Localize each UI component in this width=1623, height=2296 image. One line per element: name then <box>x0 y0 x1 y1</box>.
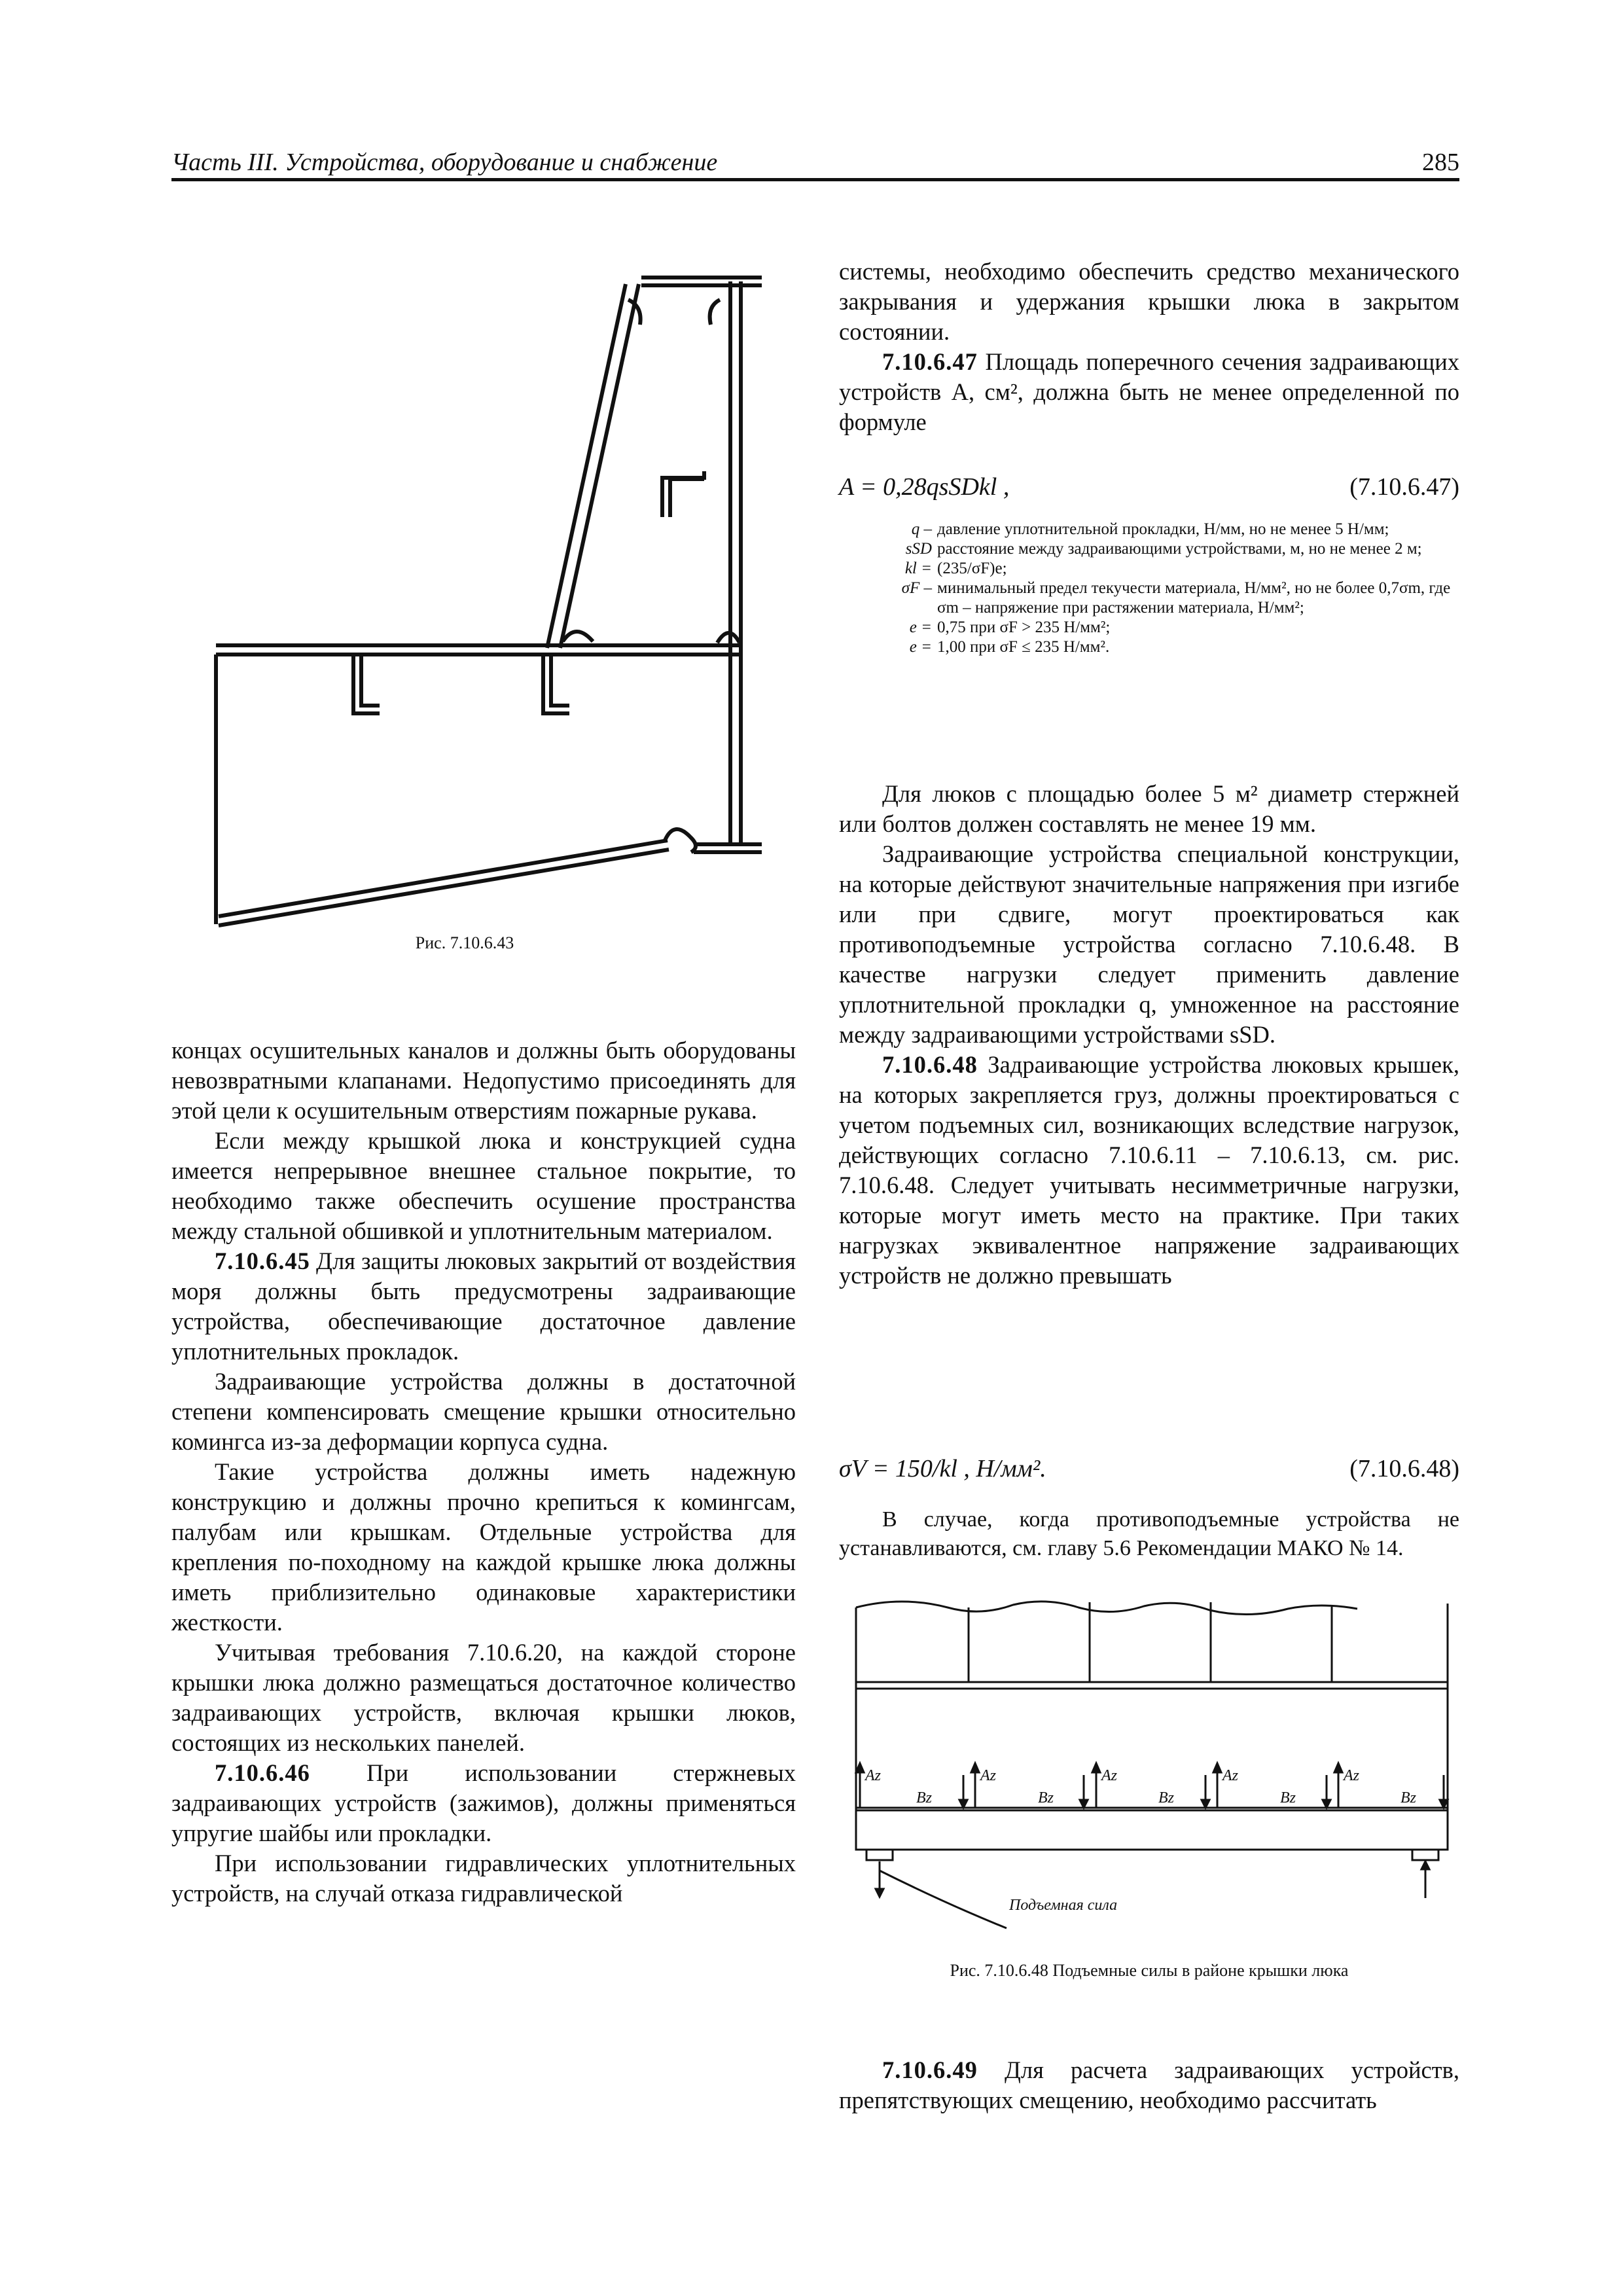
paragraph: Если между крышкой люка и конструкцией судна имеется непрерывное внешнее стальное покрытие, то необходимо также обеспечить осушение пространства между стальной обшивкой и уплотнительным материалом. <box>171 1127 796 1244</box>
formula-7-10-6-47 <box>839 473 1459 504</box>
clause-text: Для расчета задраивающих устройств, препятствующих смещению, необходимо рассчитать <box>839 2056 1459 2113</box>
definition-text: 1,00 при σF ≤ 235 Н/мм². <box>937 638 1110 656</box>
figure-1-caption: Рис. 7.10.6.43 <box>415 933 514 952</box>
header-title: Часть III. Устройства, оборудование и снабжение <box>171 149 718 176</box>
clause-text: При использовании стержневых задраивающих устройств (зажимов), должны применяться упругие шайбы или прокладки. <box>171 1759 796 1846</box>
paragraph: системы, необходимо обеспечить средство механического закрывания и удержания крышки люка в закрытом состоянии. <box>839 258 1459 345</box>
definition-symbol: sSD <box>905 540 932 558</box>
clause-text: Площадь поперечного сечения задраивающих устройств A, см², должна быть не менее определенной по формуле <box>839 348 1459 435</box>
definition-item <box>839 520 1459 539</box>
paragraph: концах осушительных каналов и должны быть оборудованы невозвратными клапанами. Недопустимо присоединять для этой цели к осушительным отверстиям пожарные рукава. <box>171 1037 796 1124</box>
paragraph-no-anti-lift <box>839 1505 1459 1563</box>
paragraph <box>839 2055 1459 2115</box>
clause-text: Задраивающие устройства люковых крышек, на которых закрепляется груз, должны проектироваться с учетом подъемных сил, возникающих вследствие нагрузок, действующих согласно 7.10.6.11 – 7.10.6.13, см. рис. 7.10.6.48. Следует учитывать несимметричные нагрузки, которые могут иметь место на практике. При таких нагрузках эквивалентное напряжение задраивающих устройств не должно превышать <box>839 1051 1459 1289</box>
force-label-az: Az <box>1222 1767 1238 1784</box>
paragraph: Такие устройства должны иметь надежную конструкцию и должны прочно крепиться к комингсам, палубам или крышкам. Отдельные устройства для крепления по-походному на каждой крышке люка должны иметь приблизительно одинаковые характеристики жесткости. <box>171 1458 796 1636</box>
formula-expression: σV = 150/kl , Н/мм². <box>839 1455 1046 1482</box>
definition-symbol: kl = <box>904 560 932 577</box>
clause-number: 7.10.6.49 <box>882 2056 978 2083</box>
clause-number: 7.10.6.46 <box>215 1759 310 1786</box>
figure-hatch-cover-section <box>196 262 785 936</box>
definition-symbol: e = <box>909 638 932 656</box>
right-column-middle <box>839 779 1459 1291</box>
definition-text: давление уплотнительной прокладки, Н/мм, но не менее 5 Н/мм; <box>937 520 1389 538</box>
paragraph <box>839 1050 1459 1291</box>
force-label-az: Az <box>1101 1767 1117 1784</box>
force-label-bz: Bz <box>1400 1789 1416 1806</box>
clause-number: 7.10.6.45 <box>215 1247 310 1274</box>
definition-symbol: q – <box>911 520 932 538</box>
page-number: 285 <box>1422 149 1459 176</box>
paragraph: При использовании гидравлических уплотнительных устройств, на случай отказа гидравлической <box>171 1850 796 1907</box>
definition-item <box>839 539 1459 559</box>
paragraph <box>171 1758 796 1848</box>
force-label-az: Az <box>865 1767 881 1784</box>
definition-item <box>839 618 1459 637</box>
paragraph: Учитывая требования 7.10.6.20, на каждой стороне крышки люка должно размещаться достаточное количество задраивающих устройств, включая крышки люков, состоящих из нескольких панелей. <box>171 1639 796 1756</box>
force-label-az: Az <box>1344 1767 1359 1784</box>
figure-lifting-forces <box>844 1590 1459 1931</box>
paragraph <box>839 347 1459 437</box>
paragraph: Для люков с площадью более 5 м² диаметр стержней или болтов должен составлять не менее 19 мм. <box>839 780 1459 837</box>
paragraph: В случае, когда противоподъемные устройства не устанавливаются, см. главу 5.6 Рекомендации МАКО № 14. <box>839 1507 1459 1560</box>
right-column-bottom <box>839 2055 1459 2115</box>
formula-7-10-6-48 <box>839 1454 1459 1486</box>
force-label-bz: Bz <box>1038 1789 1054 1806</box>
force-label-bz: Bz <box>1158 1789 1174 1806</box>
clause-number: 7.10.6.48 <box>882 1051 978 1078</box>
formula-definitions <box>839 520 1459 657</box>
clause-text: Для защиты люковых закрытий от воздействия моря должны быть предусмотрены задраивающие устройства, обеспечивающие достаточное давление уплотнительных прокладок. <box>171 1247 796 1365</box>
header-rule <box>171 178 1459 181</box>
right-column-top <box>839 257 1459 437</box>
definition-text: минимальный предел текучести материала, Н/мм², но не более 0,7σm, где σm – напряжение при растяжении материала, Н/мм²; <box>937 579 1451 617</box>
definition-item <box>839 637 1459 657</box>
force-label-bz: Bz <box>916 1789 932 1806</box>
definition-item <box>839 579 1459 618</box>
definition-symbol: σF – <box>901 579 932 597</box>
definition-text: расстояние между задраивающими устройствами, м, но не менее 2 м; <box>937 540 1422 558</box>
paragraph <box>171 1246 796 1367</box>
paragraph: Задраивающие устройства специальной конструкции, на которые действуют значительные напряжения при изгибе или при сдвиге, могут проектироваться как противоподъемные устройства согласно 7.10.6.48. В качестве нагрузки следует применить давление уплотнительной прокладки q, умноженное на расстояние между задраивающими устройствами sSD. <box>839 840 1459 1048</box>
definition-symbol: e = <box>909 619 932 636</box>
lift-force-label: Подъемная сила <box>1009 1897 1118 1914</box>
definition-item <box>839 559 1459 579</box>
clause-number: 7.10.6.47 <box>882 348 978 375</box>
figure-2-caption: Рис. 7.10.6.48 Подъемные силы в районе крышки люка <box>950 1961 1349 1980</box>
force-label-az: Az <box>980 1767 996 1784</box>
force-label-bz: Bz <box>1280 1789 1296 1806</box>
left-column <box>171 1035 796 1909</box>
running-header <box>171 148 1459 181</box>
formula-expression: A = 0,28qsSDkl , <box>839 473 1010 501</box>
definition-text: 0,75 при σF > 235 Н/мм²; <box>937 619 1111 636</box>
paragraph: Задраивающие устройства должны в достаточной степени компенсировать смещение крышки относительно комингса из-за деформации корпуса судна. <box>171 1368 796 1455</box>
definition-text: (235/σF)e; <box>937 560 1007 577</box>
formula-number: (7.10.6.48) <box>1349 1455 1459 1482</box>
formula-number: (7.10.6.47) <box>1349 473 1459 501</box>
